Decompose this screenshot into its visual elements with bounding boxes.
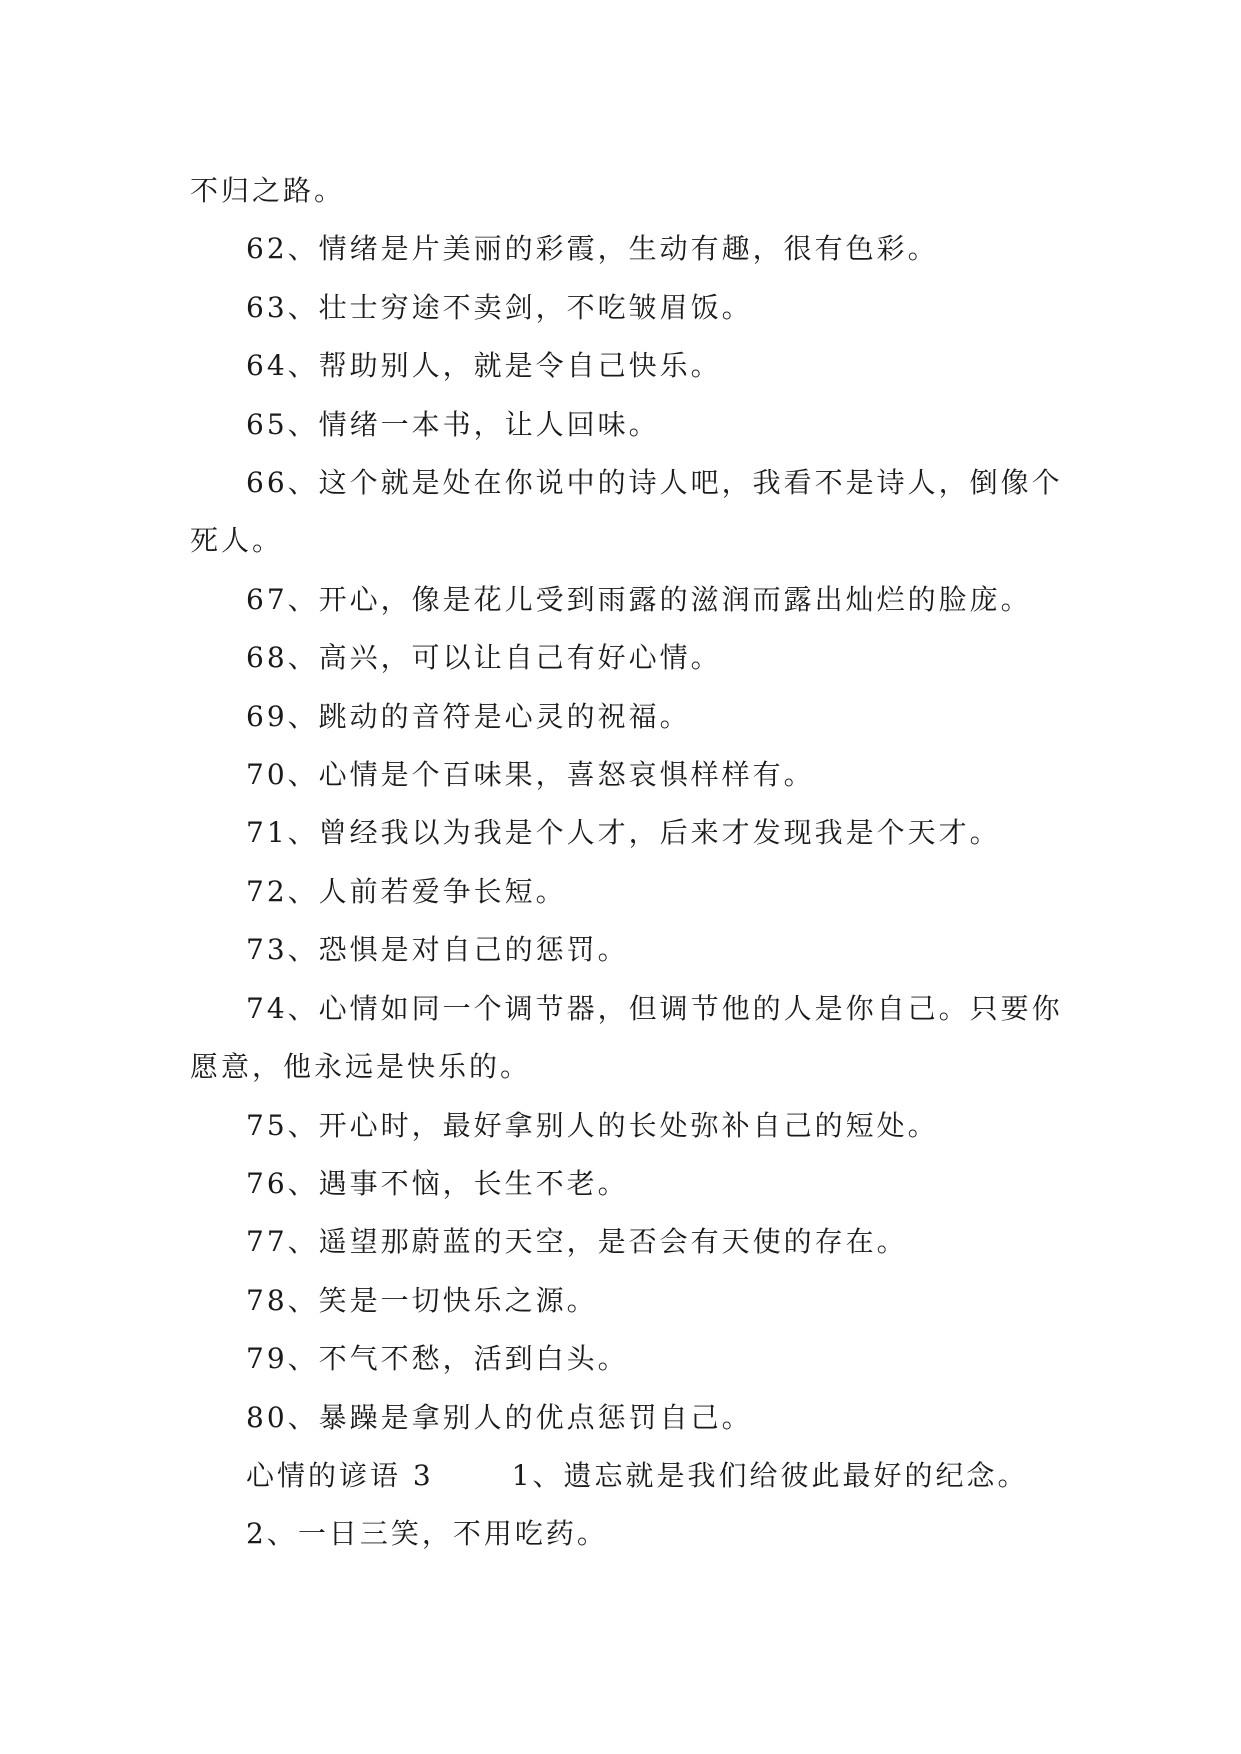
list-item: 78、笑是一切快乐之源。 [246,1283,598,1317]
paragraph: 不归之路。 [190,174,346,207]
document-body [190,162,1070,1564]
list-item: 76、遇事不恼，长生不老。 [246,1166,629,1200]
list-item: 67、开心，像是花儿受到雨露的滋润而露出灿烂的脸庞。 [246,582,1032,616]
list-item: 77、遥望那蔚蓝的天空，是否会有天使的存在。 [246,1225,908,1259]
list-item: 62、情绪是片美丽的彩霞，生动有趣，很有色彩。 [246,232,939,266]
list-item: 75、开心时，最好拿别人的长处弥补自己的短处。 [246,1108,939,1142]
section-heading: 心情的谚语 3 [246,1458,434,1492]
list-item: 64、帮助别人，就是令自己快乐。 [246,349,722,383]
list-item: 1、遗忘就是我们给彼此最好的纪念。 [511,1458,1029,1492]
section-line [190,1447,1070,1505]
list-item: 72、人前若爱争长短。 [246,874,567,908]
list-item: 69、跳动的音符是心灵的祝福。 [246,699,691,733]
list-item: 79、不气不愁，活到白头。 [246,1342,629,1376]
list-item: 80、暴躁是拿别人的优点惩罚自己。 [246,1400,753,1434]
list-item: 66、这个就是处在你说中的诗人吧，我看不是诗人，倒像个死人。 [190,466,1063,558]
list-item: 68、高兴，可以让自己有好心情。 [246,641,722,675]
list-item: 70、心情是个百味果，喜怒哀惧样样有。 [246,758,815,792]
list-item: 65、情绪一本书，让人回味。 [246,407,660,441]
list-item: 74、心情如同一个调节器，但调节他的人是你自己。只要你愿意，他永远是快乐的。 [190,991,1063,1084]
list-item: 2、一日三笑，不用吃药。 [246,1517,608,1551]
list-item: 63、壮士穷途不卖剑，不吃皱眉饭。 [246,290,753,324]
list-item: 71、曾经我以为我是个人才，后来才发现我是个天才。 [246,816,1001,850]
list-item: 73、恐惧是对自己的惩罚。 [246,933,629,967]
